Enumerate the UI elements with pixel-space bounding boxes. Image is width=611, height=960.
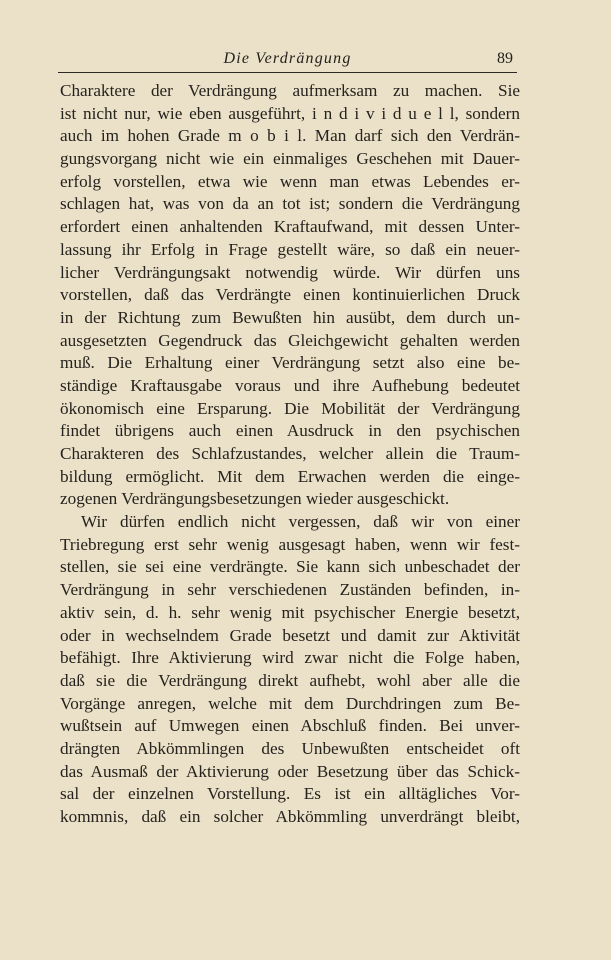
text-line: befähigt. Ihre Aktivierung wird zwar nicht die Folge haben, (60, 648, 520, 668)
text-line: ist nicht nur, wie eben ausgeführt, i n d i v i d u e l l, sondern (60, 103, 520, 123)
text-line: schlagen hat, was von da an tot ist; sondern die Verdrängung (60, 194, 520, 214)
text-line: das Ausmaß der Aktivierung oder Besetzung über das Schick- (60, 761, 520, 781)
page-header (58, 50, 517, 73)
text-line: erfolg vorstellen, etwa wie wenn man etwas Lebendes er- (60, 171, 520, 191)
body-text (60, 80, 520, 829)
text-line: gungsvorgang nicht wie ein einmaliges Geschehen mit Dauer- (60, 149, 520, 169)
text-line: ausgesetzten Gegendruck das Gleichgewicht gehalten werden (60, 330, 520, 350)
text-line: Wir dürfen endlich nicht vergessen, daß wir von einer (81, 512, 520, 532)
text-line: licher Verdrängungsakt notwendig würde. Wir dürfen uns (60, 262, 520, 282)
text-line: in der Richtung zum Bewußten hin ausübt, dem durch un- (60, 307, 520, 327)
text-line: Triebregung erst sehr wenig ausgesagt haben, wenn wir fest- (60, 534, 520, 554)
text-line: ökonomisch eine Ersparung. Die Mobilität der Verdrängung (60, 398, 520, 418)
text-line: wußtsein auf Umwegen einen Abschluß finden. Bei unver- (60, 716, 520, 736)
running-head: Die Verdrängung (223, 50, 352, 67)
text-line: Verdrängung in sehr verschiedenen Zuständen befinden, in- (60, 580, 520, 600)
text-line: oder in wechselndem Grade besetzt und damit zur Aktivität (60, 625, 520, 645)
text-line: bildung ermöglicht. Mit dem Erwachen werden die einge- (60, 466, 520, 486)
text-line: auch im hohen Grade m o b i l. Man darf sich den Verdrän- (60, 126, 520, 146)
text-line: aktiv sein, d. h. sehr wenig mit psychischer Energie besetzt, (60, 602, 520, 622)
text-line: daß sie die Verdrängung direkt aufhebt, wohl aber alle die (60, 670, 520, 690)
text-line: kommnis, daß ein solcher Abkömmling unverdrängt bleibt, (60, 807, 520, 826)
text-line: zogenen Verdrängungsbesetzungen wieder ausgeschickt. (60, 489, 450, 509)
text-line: drängten Abkömmlingen des Unbewußten entscheidet oft (60, 738, 520, 758)
text-line: findet übrigens auch einen Ausdruck in den psychischen (60, 421, 520, 441)
page-number: 89 (497, 50, 513, 67)
text-line: vorstellen, daß das Verdrängte einen kontinuierlichen Druck (60, 285, 520, 305)
text-line: Charaktere der Verdrängung aufmerksam zu machen. Sie (60, 81, 520, 100)
text-line: erfordert einen anhaltenden Kraftaufwand, mit dessen Unter- (60, 217, 520, 237)
paragraph-1 (60, 80, 520, 511)
text-line: Vorgänge anregen, welche mit dem Durchdringen zum Be- (60, 693, 520, 713)
text-line: ständige Kraftausgabe voraus und ihre Aufhebung bedeutet (60, 375, 520, 395)
text-line: stellen, sie sei eine verdrängte. Sie kann sich unbeschadet der (60, 557, 520, 577)
paragraph-2 (60, 511, 520, 829)
text-line: sal der einzelnen Vorstellung. Es ist ein alltägliches Vor- (60, 784, 520, 804)
text-line: muß. Die Erhaltung einer Verdrängung setzt also eine be- (60, 353, 520, 373)
text-line: lassung ihr Erfolg in Frage gestellt wäre, so daß ein neuer- (60, 239, 520, 259)
text-line: Charakteren des Schlafzustandes, welcher allein die Traum- (60, 444, 520, 463)
